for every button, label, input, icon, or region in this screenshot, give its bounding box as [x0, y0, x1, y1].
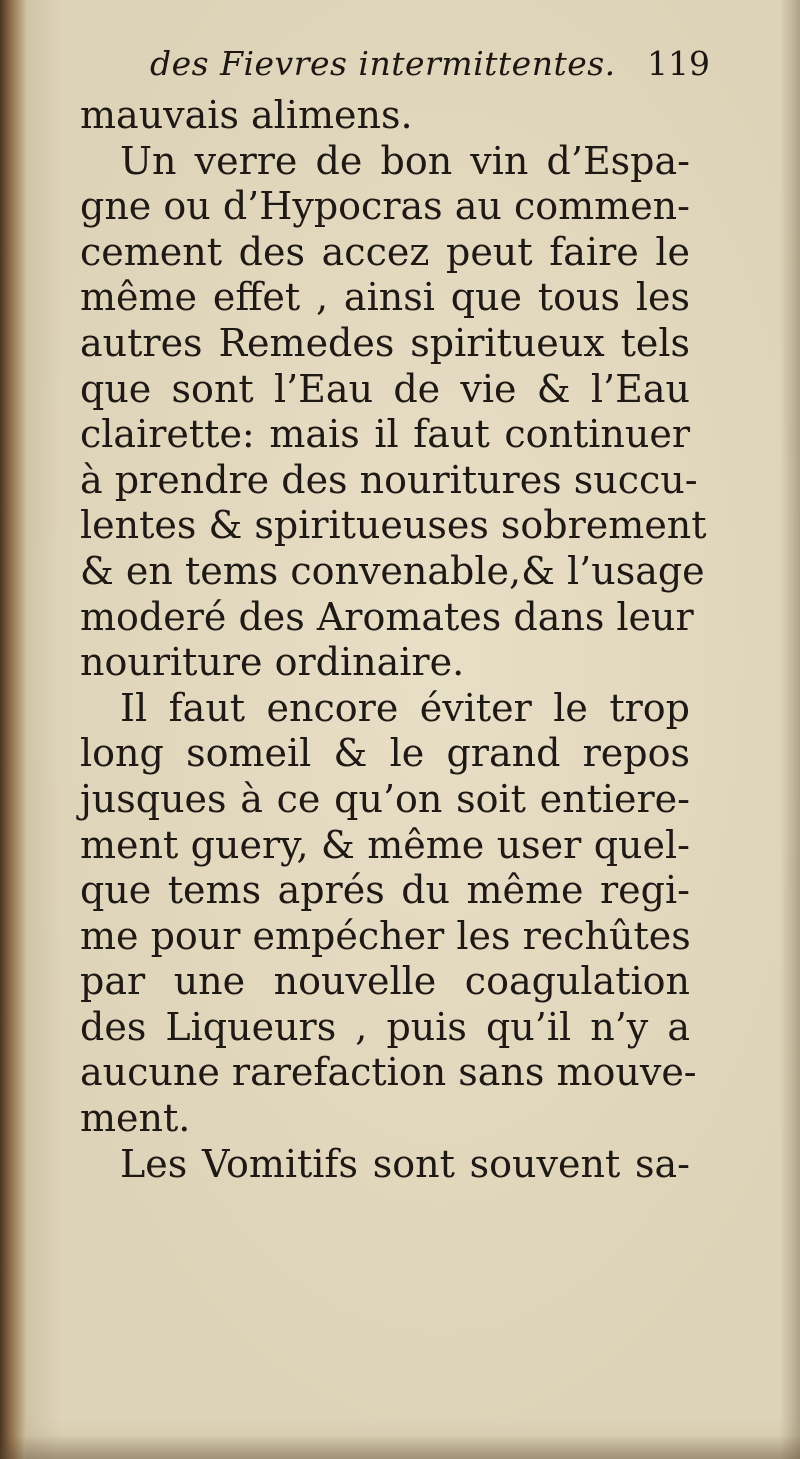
text-line: Il faut encore éviter le trop	[120, 685, 690, 730]
page-number: 119	[647, 44, 710, 83]
text-line: gne ou d’Hypocras au commen-	[80, 184, 690, 229]
text-line: nouriture ordinaire.	[80, 640, 465, 685]
text-line: même effet , ainsi que tous les	[80, 275, 690, 320]
text-line: à prendre des nouritures succu-	[80, 457, 698, 502]
page-gutter	[0, 0, 26, 1459]
page-right-edge	[780, 0, 800, 1459]
page-bottom-edge	[0, 1435, 800, 1459]
page-header	[150, 44, 710, 94]
text-line: Un verre de bon vin d’Espa-	[120, 138, 690, 183]
text-line: lentes & spiritueuses sobrement	[80, 503, 707, 548]
text-line: par une nouvelle coagulation	[80, 959, 690, 1004]
text-line: ment guery, & même user quel-	[80, 822, 690, 867]
text-line: des Liqueurs , puis qu’il n’y a	[80, 1004, 690, 1049]
text-line: & en tems convenable,& l’usage	[80, 548, 705, 593]
text-line: ment.	[80, 1096, 191, 1141]
text-line: Les Vomitifs sont souvent sa-	[120, 1141, 690, 1186]
text-line: cement des accez peut faire le	[80, 229, 690, 274]
text-line: mauvais alimens.	[80, 93, 413, 137]
text-line: autres Remedes spiritueux tels	[80, 320, 690, 365]
text-line: jusques à ce qu’on soit entiere-	[80, 776, 690, 821]
text-line: moderé des Aromates dans leur	[80, 594, 694, 639]
text-line: que tems aprés du même regi-	[80, 868, 690, 913]
text-line: que sont l’Eau de vie & l’Eau	[80, 366, 690, 411]
text-line: clairette: mais il faut continuer	[80, 412, 690, 457]
running-title: des Fievres intermittentes.	[150, 44, 616, 83]
text-line: aucune rarefaction sans mouve-	[80, 1050, 697, 1095]
text-line: long someil & le grand repos	[80, 731, 690, 776]
text-line: me pour empécher les rechûtes	[80, 913, 691, 958]
body-text	[80, 93, 707, 1187]
